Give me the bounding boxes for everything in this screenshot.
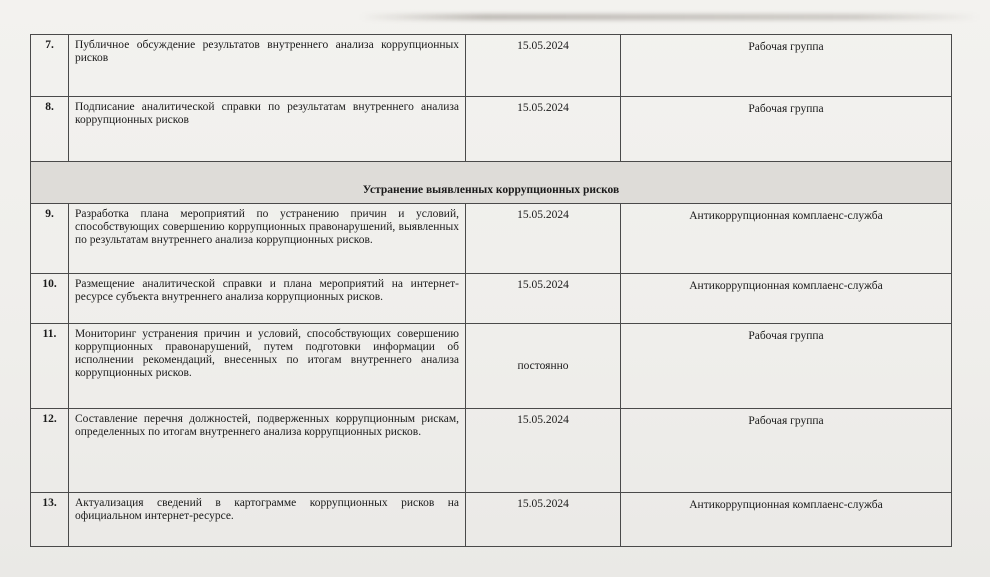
row-deadline: 15.05.2024 (466, 97, 621, 162)
row-deadline: постоянно (466, 324, 621, 409)
row-deadline: 15.05.2024 (466, 409, 621, 493)
row-activity: Разработка плана мероприятий по устранению причин и условий, способствующих совершению коррупционных правонарушений, выявленных по результатам внутреннего анализа коррупционных рисков. (69, 204, 466, 274)
table-row (31, 97, 952, 162)
row-responsible: Рабочая группа (621, 35, 952, 97)
row-number: 10. (31, 274, 69, 324)
row-responsible: Рабочая группа (621, 409, 952, 493)
row-activity: Мониторинг устранения причин и условий, способствующих совершению коррупционных правонарушений, путем подготовки информации об исполнении рекомендаций, внесенных по итогам внутреннего анализа коррупционных рисков. (69, 324, 466, 409)
row-responsible: Антикоррупционная комплаенс-служба (621, 204, 952, 274)
section-header-row (31, 162, 952, 204)
row-activity: Актуализация сведений в картограмме коррупционных рисков на официальном интернет-ресурсе. (69, 493, 466, 547)
table-row (31, 35, 952, 97)
row-number: 8. (31, 97, 69, 162)
row-deadline: 15.05.2024 (466, 274, 621, 324)
section-title-text: Устранение выявленных коррупционных рисков (362, 184, 620, 196)
row-activity: Составление перечня должностей, подверженных коррупционным рискам, определенных по итогам внутреннего анализа коррупционных рисков. (69, 409, 466, 493)
row-activity: Публичное обсуждение результатов внутреннего анализа коррупционных рисков (69, 35, 466, 97)
row-responsible: Рабочая группа (621, 97, 952, 162)
row-deadline: 15.05.2024 (466, 493, 621, 547)
row-activity: Подписание аналитической справки по результатам внутреннего анализа коррупционных рисков (69, 97, 466, 162)
row-number: 12. (31, 409, 69, 493)
row-responsible: Антикоррупционная комплаенс-служба (621, 274, 952, 324)
page-fold-shadow (360, 14, 980, 20)
row-deadline: 15.05.2024 (466, 204, 621, 274)
table-row (31, 409, 952, 493)
row-responsible: Антикоррупционная комплаенс-служба (621, 493, 952, 547)
row-activity: Размещение аналитической справки и плана мероприятий на интернет-ресурсе субъекта внутреннего анализа коррупционных рисков. (69, 274, 466, 324)
table-row (31, 493, 952, 547)
section-title (31, 162, 952, 204)
table-row (31, 324, 952, 409)
table-row (31, 204, 952, 274)
row-number: 11. (31, 324, 69, 409)
action-plan-table (30, 34, 952, 547)
row-number: 13. (31, 493, 69, 547)
table-row (31, 274, 952, 324)
row-deadline: 15.05.2024 (466, 35, 621, 97)
row-number: 7. (31, 35, 69, 97)
row-responsible: Рабочая группа (621, 324, 952, 409)
row-number: 9. (31, 204, 69, 274)
